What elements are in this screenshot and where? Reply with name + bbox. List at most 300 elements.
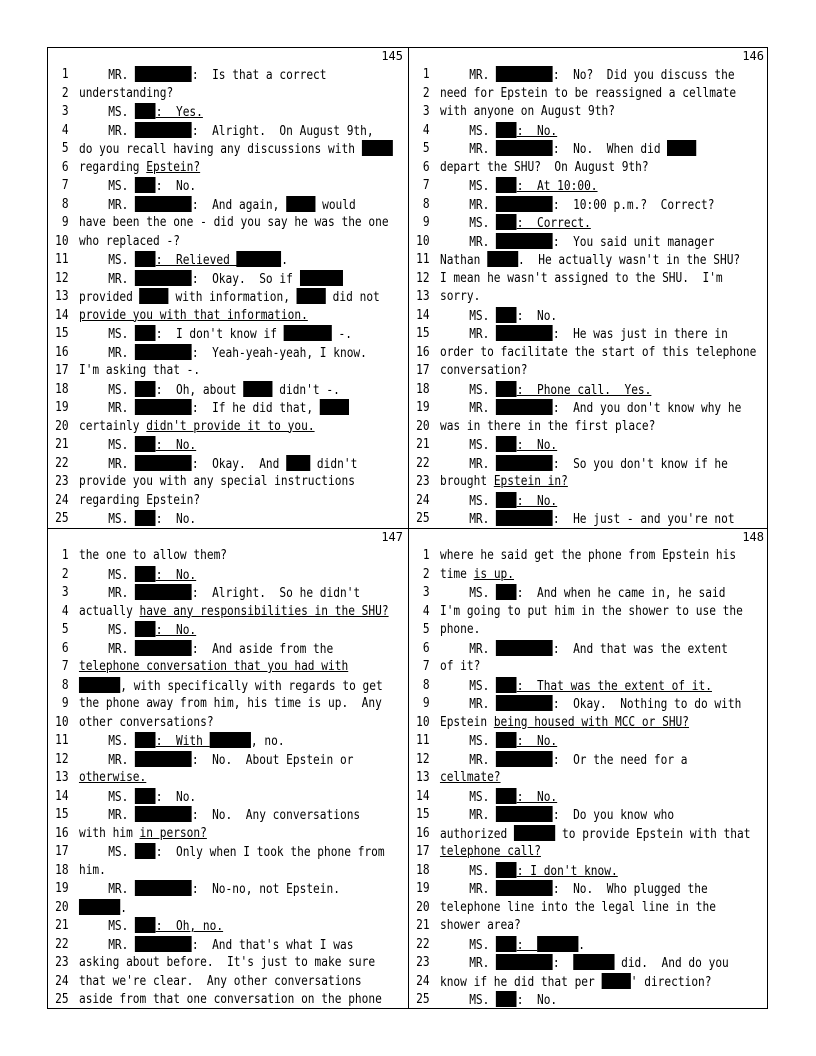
line-number: 8	[61, 196, 69, 212]
text-segment: : No.	[516, 993, 558, 1008]
line-number: 11	[416, 733, 430, 748]
transcript-line	[48, 140, 362, 159]
transcript-page-frame	[47, 47, 768, 1009]
redaction-bar	[135, 917, 156, 933]
text-segment: MS.	[469, 937, 497, 953]
line-text	[79, 362, 200, 381]
transcript-line	[409, 233, 719, 252]
redaction-bar	[297, 288, 326, 304]
text-segment: MS.	[469, 993, 497, 1008]
text-segment: where he said get the phone from Epstein his	[439, 548, 737, 563]
line-number: 2	[61, 566, 69, 582]
line-number: 2	[61, 85, 69, 101]
transcript-line	[409, 566, 719, 585]
text-segment: MR.	[469, 512, 497, 527]
line-text	[469, 732, 557, 752]
transcript-line	[48, 85, 358, 104]
transcript-line	[48, 177, 358, 196]
page-number: 148	[742, 530, 764, 544]
line-number: 2	[422, 85, 430, 101]
text-segment: : No.	[516, 308, 558, 324]
text-segment: -.	[331, 327, 353, 342]
line-text	[440, 843, 541, 862]
line-text	[469, 177, 597, 197]
line-list	[409, 547, 769, 1010]
text-segment: MR.	[469, 808, 497, 823]
text-segment: regarding Epstein?	[78, 492, 201, 508]
transcript-line	[48, 233, 358, 252]
transcript-line	[409, 936, 719, 955]
transcript-line	[48, 695, 382, 714]
text-segment: : No. Who plugged the	[552, 882, 708, 897]
redaction-bar	[602, 973, 631, 989]
line-number: 21	[55, 437, 69, 452]
text-segment: : No.	[516, 789, 558, 805]
transcript-line	[48, 122, 374, 141]
text-segment: : So you don't know if he	[552, 456, 728, 472]
text-segment: MS.	[469, 493, 497, 509]
redaction-bar	[135, 510, 156, 526]
transcript-line	[409, 880, 719, 899]
transcript-line	[48, 843, 385, 862]
line-text	[440, 917, 521, 936]
transcript-line	[409, 159, 719, 178]
line-number: 24	[55, 973, 69, 989]
line-text	[469, 510, 734, 530]
text-segment: know if he did that per	[439, 974, 602, 990]
text-segment: provide you with that information.	[78, 307, 308, 323]
line-number: 8	[422, 677, 430, 693]
line-number: 15	[416, 807, 430, 822]
text-segment: MS.	[469, 308, 497, 324]
redaction-bar	[135, 788, 156, 804]
text-segment: : No.	[516, 734, 558, 749]
line-text	[440, 621, 480, 640]
transcript-line	[48, 936, 358, 955]
line-text	[79, 547, 227, 566]
text-segment: otherwise.	[78, 770, 147, 785]
text-segment: : No? Did you discuss the	[552, 68, 735, 83]
line-text	[108, 66, 326, 86]
transcript-panel-145	[48, 48, 408, 528]
text-segment: cellmate?	[439, 770, 501, 785]
text-segment: phone.	[439, 622, 481, 637]
line-number: 23	[55, 955, 69, 970]
text-segment: other conversations?	[78, 714, 214, 730]
redaction-bar	[496, 880, 553, 896]
redaction-bar	[496, 584, 517, 600]
text-segment: .	[281, 253, 288, 268]
text-segment: being housed with MCC or SHU?	[493, 714, 690, 730]
transcript-line	[48, 825, 358, 844]
transcript-line	[409, 806, 719, 825]
text-segment: MS.	[469, 863, 497, 879]
redaction-bar	[362, 140, 393, 156]
line-number: 5	[61, 622, 69, 637]
line-number: 19	[416, 881, 430, 896]
transcript-line	[48, 751, 358, 770]
text-segment: provide you with any special instructions	[78, 474, 355, 489]
line-number: 3	[61, 104, 69, 119]
transcript-line	[409, 973, 719, 992]
text-segment: didn't -.	[272, 382, 340, 398]
text-segment: : Do you know who	[552, 808, 675, 823]
line-text	[79, 769, 146, 788]
transcript-line	[48, 732, 358, 751]
text-segment: :	[516, 937, 537, 953]
transcript-line	[48, 806, 361, 825]
transcript-line	[48, 288, 380, 307]
line-text	[469, 862, 618, 882]
text-segment: : And that was the extent	[552, 641, 728, 657]
text-segment: the phone away from him, his time is up. Any	[78, 696, 382, 711]
line-number: 6	[61, 159, 69, 175]
transcript-line	[48, 991, 382, 1010]
line-number: 10	[416, 714, 430, 730]
transcript-line	[409, 788, 719, 807]
text-segment: : Yes.	[155, 105, 203, 120]
redaction-bar	[135, 584, 192, 600]
text-segment: have been the one - did you say he was the one	[78, 215, 389, 230]
transcript-line	[409, 103, 719, 122]
text-segment: : No. About Epstein or	[191, 752, 354, 768]
text-segment: MR.	[108, 456, 136, 472]
text-segment: : Or the need for a	[552, 752, 688, 768]
transcript-line	[409, 381, 719, 400]
text-segment: : 10:00 p.m.? Correct?	[552, 197, 715, 213]
line-text	[469, 381, 651, 401]
line-text	[469, 233, 714, 253]
line-list	[409, 66, 769, 529]
line-text	[108, 122, 373, 142]
redaction-bar	[135, 251, 156, 267]
text-segment: I'm asking that -.	[78, 363, 201, 378]
line-number: 5	[422, 622, 430, 637]
text-segment: : No.	[155, 512, 197, 527]
transcript-panel-147	[48, 529, 408, 1009]
text-segment: to provide Epstein with that	[555, 826, 751, 842]
redaction-bar	[573, 954, 614, 970]
line-number: 1	[61, 548, 69, 563]
line-number: 9	[422, 696, 430, 711]
line-text	[440, 603, 743, 622]
text-segment: : And that's what I was	[191, 937, 354, 953]
line-text	[469, 122, 557, 142]
text-segment: MR.	[469, 641, 497, 657]
text-segment: MR.	[108, 641, 136, 657]
text-segment: asking about before. It's just to make sure	[78, 955, 376, 970]
transcript-line	[48, 603, 389, 622]
text-segment: : With	[155, 734, 210, 749]
transcript-line	[48, 455, 358, 474]
redaction-bar	[496, 806, 553, 822]
text-segment: : He was just in there in	[552, 327, 728, 342]
line-text	[440, 899, 716, 918]
text-segment: MR.	[108, 937, 136, 953]
text-segment: MS.	[469, 123, 497, 139]
redaction-bar	[496, 140, 553, 156]
line-text	[469, 436, 557, 456]
transcript-line	[48, 880, 358, 899]
text-segment: , no.	[250, 734, 285, 749]
line-text	[440, 825, 751, 845]
transcript-line	[409, 455, 728, 474]
line-number: 19	[55, 881, 69, 896]
text-segment: actually	[78, 603, 140, 619]
line-text	[108, 455, 357, 475]
line-number: 25	[416, 992, 430, 1007]
text-segment: : Oh, about	[155, 382, 244, 398]
line-text	[469, 640, 728, 660]
line-number: 9	[61, 696, 69, 711]
text-segment: is up.	[473, 566, 515, 582]
transcript-line	[409, 436, 719, 455]
transcript-line	[409, 843, 719, 862]
text-segment: ' direction?	[630, 974, 712, 990]
redaction-bar	[135, 66, 192, 82]
text-segment: : I don't know if	[155, 327, 284, 342]
line-number: 8	[61, 677, 69, 693]
text-segment: MS.	[108, 512, 136, 527]
line-number: 17	[55, 844, 69, 859]
line-text	[108, 344, 367, 364]
transcript-line	[48, 473, 358, 492]
redaction-bar	[667, 140, 696, 156]
line-list	[48, 547, 408, 1010]
line-number: 22	[55, 455, 69, 471]
line-number: 5	[61, 141, 69, 156]
text-segment: : At 10:00.	[516, 179, 598, 194]
line-number: 15	[55, 326, 69, 341]
transcript-line	[48, 862, 358, 881]
text-segment: telephone call?	[439, 844, 541, 859]
transcript-line	[409, 621, 719, 640]
transcript-line	[48, 251, 358, 270]
text-segment: MR.	[108, 586, 136, 601]
transcript-panel-146	[409, 48, 769, 528]
text-segment: MS.	[469, 438, 497, 453]
text-segment: MR.	[108, 752, 136, 768]
line-text	[79, 899, 127, 919]
text-segment: : Oh, no.	[155, 919, 224, 934]
text-segment: : No.	[155, 438, 197, 453]
transcript-line	[48, 621, 358, 640]
text-segment: : And you don't know why he	[552, 401, 742, 416]
text-segment: MR.	[469, 142, 497, 157]
redaction-bar	[496, 436, 517, 452]
line-number: 13	[55, 770, 69, 785]
text-segment: : Okay. Nothing to do with	[552, 697, 742, 712]
redaction-bar	[487, 251, 518, 267]
line-text	[108, 788, 196, 808]
redaction-bar	[496, 455, 553, 471]
text-segment: MR.	[469, 697, 497, 712]
line-text	[108, 584, 360, 604]
line-text	[79, 288, 380, 308]
redaction-bar	[135, 436, 156, 452]
text-segment: who replaced -?	[78, 233, 180, 249]
transcript-line	[409, 677, 719, 696]
line-text	[469, 399, 741, 419]
line-text	[108, 640, 333, 660]
line-text	[440, 103, 615, 122]
redaction-bar	[135, 566, 156, 582]
line-text	[440, 362, 528, 381]
text-segment: MR.	[108, 401, 136, 416]
redaction-bar	[496, 66, 553, 82]
text-segment: MS.	[469, 789, 497, 805]
transcript-line	[48, 399, 358, 418]
line-text	[440, 344, 756, 363]
redaction-bar	[496, 640, 553, 656]
line-text	[108, 510, 196, 530]
line-number: 23	[55, 474, 69, 489]
line-number: 22	[416, 455, 430, 471]
text-segment: order to facilitate the start of this telephone	[439, 344, 757, 360]
text-segment: MS.	[469, 216, 497, 231]
line-number: 6	[422, 640, 430, 656]
redaction-bar	[135, 177, 156, 193]
line-number: 23	[416, 955, 430, 970]
line-text	[108, 732, 284, 752]
text-segment: MS.	[108, 179, 136, 194]
line-number: 18	[55, 381, 69, 397]
line-number: 18	[55, 862, 69, 878]
transcript-line	[409, 658, 719, 677]
line-number: 25	[55, 511, 69, 526]
line-text	[108, 843, 384, 863]
transcript-line	[409, 362, 719, 381]
text-segment: provided	[78, 290, 140, 305]
line-text	[440, 769, 501, 788]
line-text	[108, 381, 340, 401]
line-number: 25	[416, 511, 430, 526]
transcript-line	[48, 547, 358, 566]
text-segment: MS.	[108, 567, 136, 583]
text-segment: MR.	[469, 401, 497, 416]
text-segment: MS.	[469, 179, 497, 194]
text-segment: depart the SHU? On August 9th?	[439, 159, 649, 175]
redaction-bar	[496, 122, 517, 138]
transcript-line	[48, 159, 358, 178]
line-text	[79, 418, 315, 437]
redaction-bar	[300, 270, 343, 286]
transcript-line	[48, 270, 358, 289]
text-segment: MS.	[108, 734, 136, 749]
text-segment: : No.	[516, 493, 558, 509]
line-number: 7	[422, 659, 430, 674]
line-number: 13	[416, 289, 430, 304]
redaction-bar	[135, 344, 192, 360]
text-segment: : Alright. So he didn't	[191, 586, 361, 601]
transcript-line	[48, 510, 358, 529]
line-number: 18	[416, 381, 430, 397]
text-segment: do you recall having any discussions with	[78, 142, 362, 157]
text-segment: MS.	[108, 789, 136, 805]
text-segment: : He just - and you're not	[552, 512, 735, 527]
text-segment: MR.	[469, 456, 497, 472]
text-segment: MR.	[108, 345, 136, 361]
redaction-bar	[135, 621, 156, 637]
text-segment: of it?	[439, 659, 481, 674]
text-segment: Epstein	[439, 714, 494, 730]
line-number: 20	[416, 899, 430, 915]
line-number: 6	[422, 159, 430, 175]
line-number: 1	[61, 67, 69, 82]
transcript-line	[409, 899, 719, 918]
text-segment: : No.	[155, 567, 197, 583]
text-segment: MR.	[108, 882, 136, 897]
line-number: 21	[55, 918, 69, 933]
transcript-line	[409, 714, 719, 733]
line-text	[79, 492, 200, 511]
line-number: 23	[416, 474, 430, 489]
text-segment: : Only when I took the phone from	[155, 845, 385, 860]
text-segment: MR.	[469, 327, 497, 342]
line-number: 19	[55, 400, 69, 415]
text-segment: MR.	[469, 197, 497, 213]
transcript-line	[48, 307, 358, 326]
text-segment: : No.	[155, 179, 197, 194]
transcript-line	[409, 547, 737, 566]
text-segment: MS.	[108, 327, 136, 342]
transcript-line	[48, 381, 358, 400]
line-number: 24	[416, 492, 430, 508]
page-number: 145	[381, 49, 403, 63]
transcript-line	[48, 658, 358, 677]
text-segment: : No.	[155, 623, 197, 638]
text-segment: shower area?	[439, 918, 521, 933]
text-segment: : Correct.	[516, 216, 591, 231]
transcript-line	[48, 584, 361, 603]
redaction-bar	[135, 325, 156, 341]
line-text	[108, 196, 356, 216]
line-number: 12	[55, 270, 69, 286]
redaction-bar	[496, 177, 517, 193]
text-segment: the one to allow them?	[78, 548, 228, 563]
text-segment: sorry.	[439, 289, 481, 304]
redaction-bar	[135, 381, 156, 397]
text-segment: : I don't know.	[516, 863, 618, 879]
line-number: 21	[416, 918, 430, 933]
line-text	[108, 917, 223, 937]
line-text	[108, 806, 360, 826]
line-text	[440, 85, 736, 104]
redaction-bar	[320, 399, 349, 415]
transcript-line	[409, 695, 742, 714]
line-number: 16	[416, 344, 430, 360]
line-number: 11	[55, 733, 69, 748]
transcript-line	[48, 788, 358, 807]
text-segment: : Relieved	[155, 253, 237, 268]
line-text	[469, 677, 712, 697]
line-text	[79, 233, 180, 252]
text-segment: MS.	[469, 678, 497, 694]
text-segment: that we're clear. Any other conversations	[78, 973, 362, 989]
text-segment: brought	[439, 474, 494, 489]
text-segment: understanding?	[78, 85, 174, 101]
transcript-line	[409, 214, 719, 233]
line-text	[440, 547, 736, 566]
line-text	[79, 140, 393, 160]
text-segment: : And aside from the	[191, 641, 334, 657]
text-segment: MS.	[108, 919, 136, 934]
transcript-line	[48, 66, 358, 85]
redaction-bar	[496, 307, 517, 323]
text-segment: : Alright. On August 9th,	[191, 123, 374, 139]
transcript-line	[409, 825, 751, 844]
redaction-bar	[135, 880, 192, 896]
